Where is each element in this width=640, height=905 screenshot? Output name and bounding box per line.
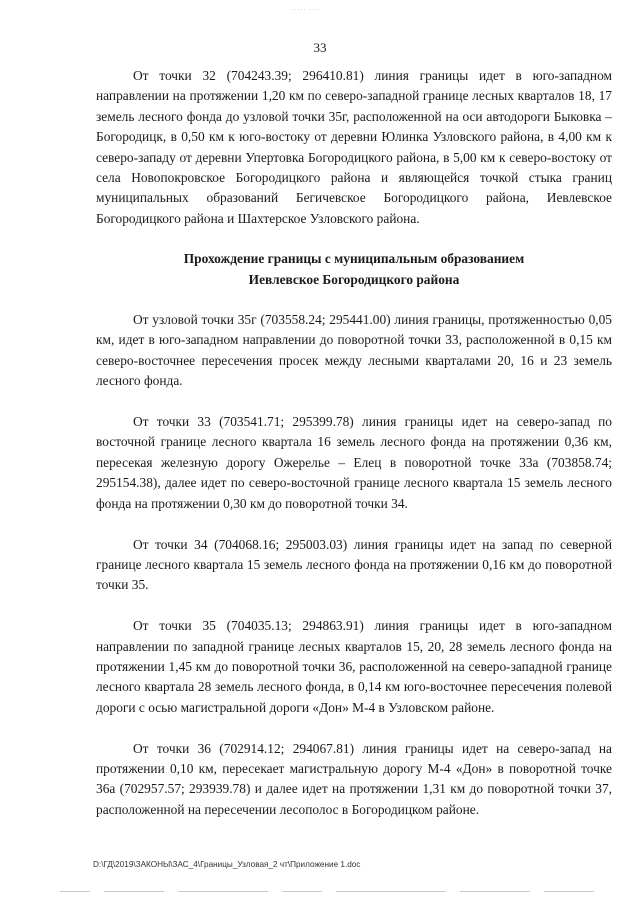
paragraph-point-35: От точки 35 (704035.13; 294863.91) линия границы идет в юго-западном направлении по западной границе лесных кварталов 15, 20, 28 земель лесного фонда на протяжении 1,45 км до поворотной точки 36, расположенной на северо-западной границе лесного квартала 28 земель лесного фонда, в 0,14 км юго-восточнее пересечения полевой дороги с осью магистральной дороги «Дон» М-4 в Узловском районе. bbox=[96, 618, 612, 715]
footer-file-path: D:\ГД\2019\ЗАКОНЫ\ЗАС_4\Границы_Узловая_2 чт\Приложение 1.doc bbox=[93, 860, 361, 869]
paragraph-point-32: От точки 32 (704243.39; 296410.81) линия границы идет в юго-западном направлении на протяжении 1,20 км по северо-западной границе лесных кварталов 18, 17 земель лесного фонда до узловой точки 35г, расположенной на оси автодороги Быковка – Богородицк, в 0,50 км к юго-востоку от деревни Юлинка Узловского района, в 4,00 км к северо-западу от деревни Упертовка Богородицкого района, в 5,00 км к северо-востоку от села Новопокровское Богородицкого района и являющейся точкой стыка границ муниципальных образований Бегичевское Богородицкого района, Иевлевское Богородицкого района и Шахтерское Узловского района. bbox=[96, 68, 612, 226]
section-heading-line-1: Прохождение границы с муниципальным образованием bbox=[183, 251, 525, 267]
paragraph-point-33: От точки 33 (703541.71; 295399.78) линия границы идет на северо-запад по восточной границе лесного квартала 16 земель лесного фонда на протяжении 0,36 км, пересекая железную дорогу Ожерелье – Елец в поворотной точке 33а (703858.74; 295154.38), далее идет по северо-восточной границе лесного квартала 15 земель лесного фонда на протяжении 0,30 км до поворотной точки 34. bbox=[96, 414, 612, 511]
section-heading bbox=[96, 249, 612, 290]
paragraph-point-36: От точки 36 (702914.12; 294067.81) линия границы идет на северо-запад на протяжении 0,10 км, пересекает магистральную дорогу М-4 «Дон» в поворотной точке 36а (702957.57; 293939.78) и далее идет на протяжении 1,31 км до поворотной точки 37, расположенной на пересечении лесополос в Богородицком районе. bbox=[96, 740, 612, 817]
document-body bbox=[96, 66, 612, 820]
scan-edge-artifact bbox=[60, 891, 620, 893]
section-heading-line-2: Иевлевское Богородицкого района bbox=[248, 271, 460, 287]
scan-artifact: ∙∙∙·∙ ·∙·∙ bbox=[292, 6, 322, 14]
page-number: 33 bbox=[313, 40, 327, 55]
paragraph-point-34: От точки 34 (704068.16; 295003.03) линия границы идет на запад по северной границе лесного квартала 15 земель лесного фонда на протяжении 0,16 км до поворотной точки 35. bbox=[96, 536, 612, 593]
paragraph-point-35g: От узловой точки 35г (703558.24; 295441.00) линия границы, протяженностью 0,05 км, идет в юго-западном направлении до поворотной точки 33, расположенной в 0,15 км северо-восточнее пересечения просек между лесными кварталами 20, 16 и 23 земель лесного фонда. bbox=[96, 312, 612, 389]
